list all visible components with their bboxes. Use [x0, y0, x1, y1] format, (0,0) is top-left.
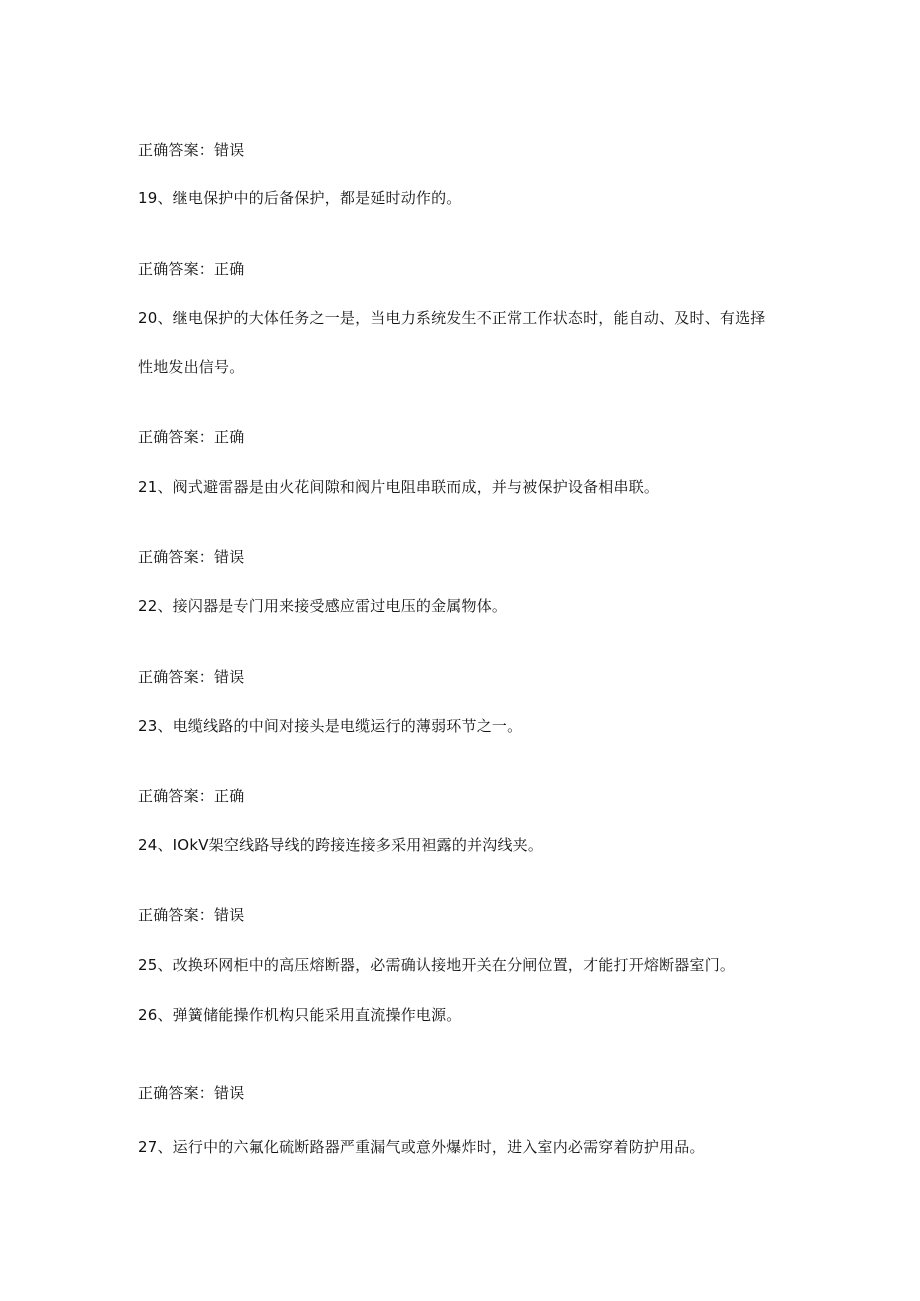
- question-22: 22、接闪器是专门用来接受感应雷过电压的金属物体。: [138, 597, 508, 615]
- question-24: 24、IOkV架空线路导线的跨接连接多采用袒露的并沟线夹。: [138, 836, 544, 854]
- question-21: 21、阀式避雷器是由火花间隙和阀片电阻串联而成，并与被保护设备相串联。: [138, 478, 660, 496]
- answer-line: 正确答案：正确: [138, 787, 245, 805]
- question-19: 19、继电保护中的后备保护，都是延时动作的。: [138, 189, 462, 207]
- answer-line: 正确答案：正确: [138, 428, 245, 446]
- answer-line: 正确答案：错误: [138, 141, 245, 159]
- question-20-continued: 性地发出信号。: [138, 358, 245, 376]
- question-20: 20、继电保护的大体任务之一是，当电力系统发生不正常工作状态时，能自动、及时、有选择: [138, 309, 766, 327]
- question-26: 26、弹簧储能操作机构只能采用直流操作电源。: [138, 1006, 462, 1024]
- question-25: 25、改换环网柜中的高压熔断器，必需确认接地开关在分闸位置，才能打开熔断器室门。: [138, 956, 736, 974]
- answer-line: 正确答案：错误: [138, 1084, 245, 1102]
- answer-line: 正确答案：错误: [138, 906, 245, 924]
- answer-line: 正确答案：错误: [138, 548, 245, 566]
- answer-line: 正确答案：正确: [138, 260, 245, 278]
- question-27: 27、运行中的六氟化硫断路器严重漏气或意外爆炸时，进入室内必需穿着防护用品。: [138, 1138, 705, 1156]
- answer-line: 正确答案：错误: [138, 668, 245, 686]
- question-23: 23、电缆线路的中间对接头是电缆运行的薄弱环节之一。: [138, 717, 523, 735]
